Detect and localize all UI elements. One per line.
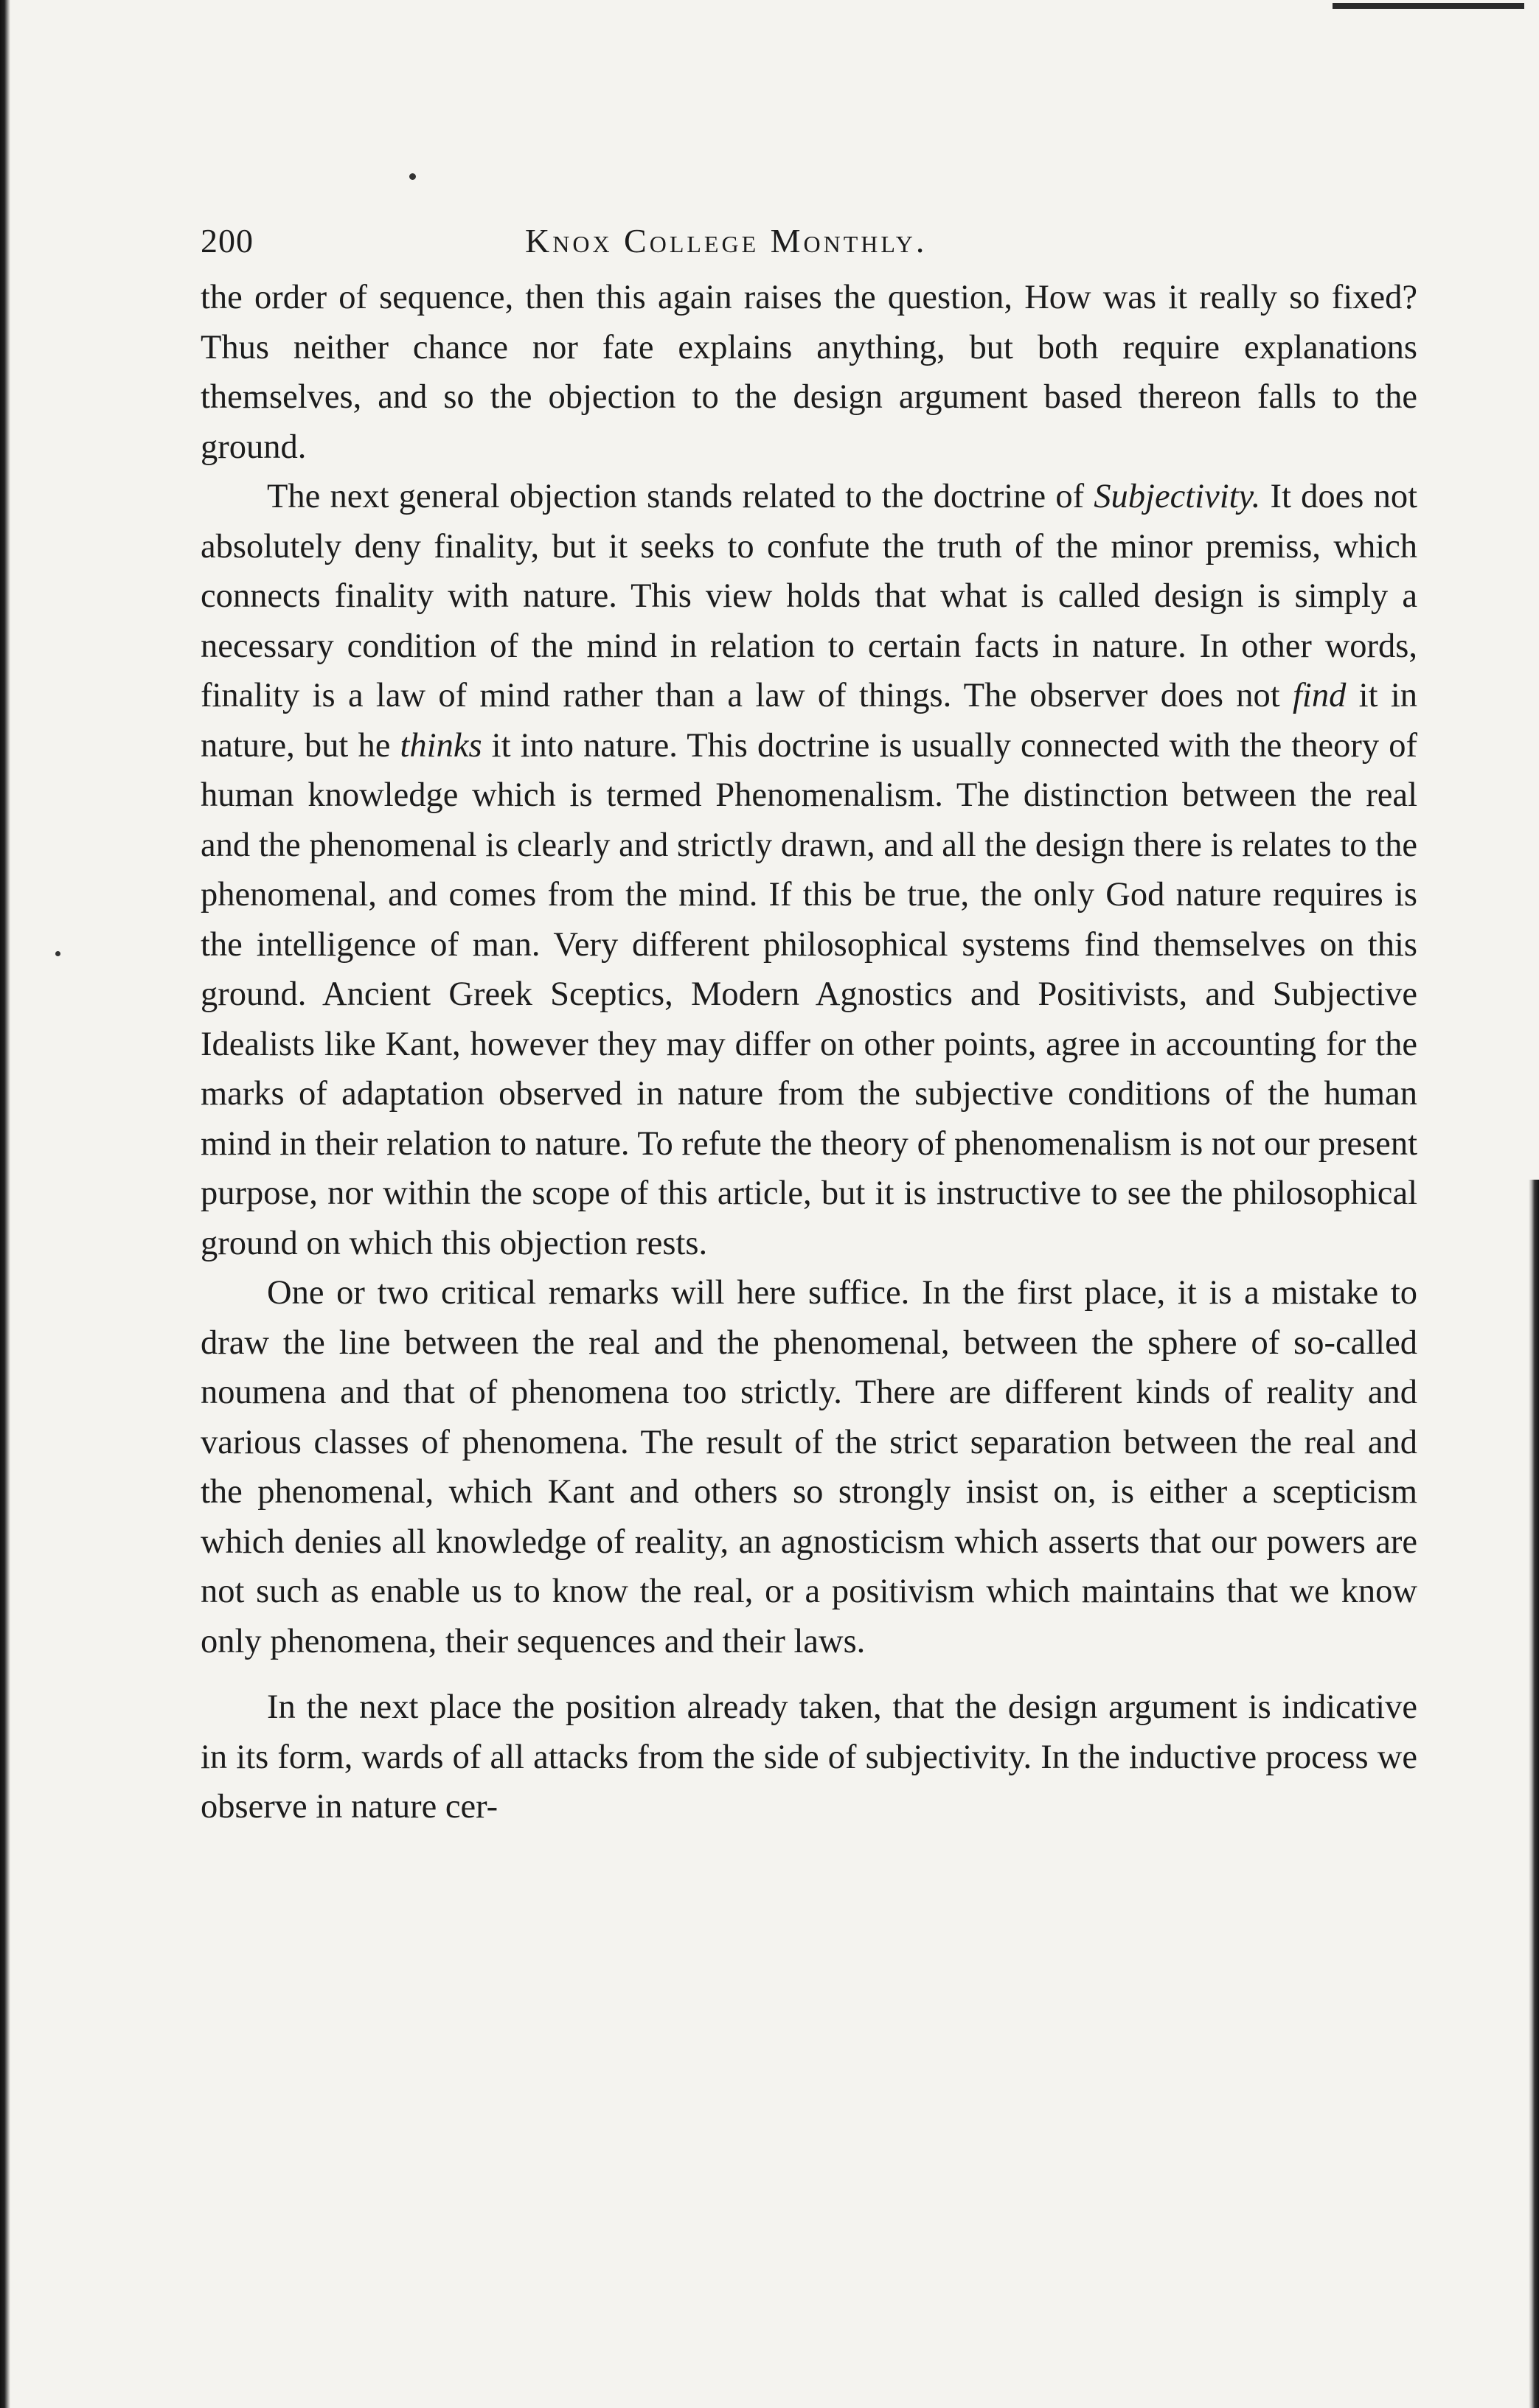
scan-top-rule <box>1333 3 1524 9</box>
text-run: It does not absolutely deny finality, but it seeks to confute the truth of the minor premiss, which connects finality with nature. This view holds that what is called design is simply a necessary condition of the mind in relation to certain facts in nature. In other words, finality is a law of mind rather than a law of things. The observer does not <box>201 478 1418 714</box>
scan-edge-right <box>1529 1180 1539 2408</box>
page <box>201 214 1417 1832</box>
running-head <box>201 214 1417 273</box>
text-run: it in nature, but he <box>201 677 1417 765</box>
text-run: In the next place the position already taken, that the design argument is indicative in its form, wards of all attacks from the side of subjectivity. In the inductive process we observe in nature cer- <box>201 1688 1417 1826</box>
text-run: it into nature. This doctrine is usually connected with the theory of human knowledge which is termed Phenomenalism. The distinction between the real and the phenomenal is clearly and strictly drawn, and all the design there is relates to the phenomenal, and comes from the mind. If this be true, the only God nature requires is the intelligence of man. Very different philosophical systems find themselves on this ground. Ancient Greek Sceptics, Modern Agnostics and Positivists, and Subjective Idealists like Kant, however they may differ on other points, agree in accounting for the marks of adaptation observed in nature from the subjective conditions of the human mind in their relation to nature. To refute the theory of phenomenalism is not our present purpose, nor within the scope of this article, but it is instructive to see the philosophical ground on which this objection rests. <box>201 726 1417 1262</box>
page-number: 200 <box>201 222 254 260</box>
text-run: the order of sequence, then this again raises the question, How was it really so fixed? Thus neither chance nor fate explains anything, but both require explanations themselves, and so the objection to the design argument based thereon falls to the ground. <box>201 279 1417 466</box>
journal-title: Knox College Monthly. <box>525 222 928 260</box>
paragraph <box>201 273 1417 472</box>
text-run: One or two critical remarks will here suffice. In the first place, it is a mistake to draw the line between the real and the phenomenal, between the sphere of so-called noumena and that of phenomena too strictly. There are different kinds of reality and various classes of phenomena. The result of the strict separation between the real and the phenomenal, which Kant and others so strongly insist on, is either a scepticism which denies all knowledge of reality, an agnosticism which asserts that our powers are not such as enable us to know the real, or a positivism which maintains that we know only phenomena, their sequences and their laws. <box>201 1274 1417 1660</box>
italic-text: thinks <box>400 726 482 765</box>
italic-text: find <box>1293 677 1347 714</box>
paragraph <box>201 472 1417 1268</box>
scan-speck <box>55 951 60 956</box>
paragraph <box>201 1268 1417 1666</box>
scan-speck <box>409 173 416 180</box>
text-run: The next general objection stands related to the doctrine of <box>267 478 1094 515</box>
scan-edge-left <box>0 0 10 2408</box>
italic-text: Subjectivity. <box>1094 478 1261 515</box>
article-body <box>201 273 1417 1832</box>
paragraph <box>201 1683 1417 1832</box>
